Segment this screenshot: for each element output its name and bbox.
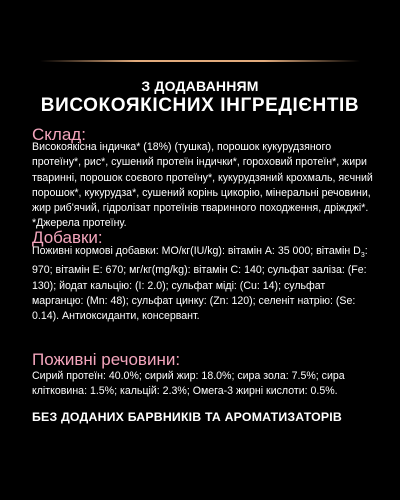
additives-text-part-2: : 970; вітамін Е: 670; мг/кг(mg/kg): вітамін С: 140; сульфат заліза: (Fe: 130); йодат кальцію: (I: 2.0); сульфат міді: (Cu: 14); сульфат марганцю: (Mn: 48); сульфат цинку: (Zn: 120); селеніт натрію: (Se: 0.14). Антиоксиданти, консервант. [32,245,368,323]
additives-text [32,244,376,325]
additives-body [32,244,376,325]
footer-note: БЕЗ ДОДАНИХ БАРВНИКІВ ТА АРОМАТИЗАТОРІВ [32,410,342,424]
nutrients-text: Сирий протеїн: 40.0%; сирий жир: 18.0%; сира зола: 7.5%; сира клітковина: 1.5%; кальцій: 2.3%; Омега-3 жирні кислоти: 0.5%. [32,370,345,398]
composition-body [32,140,376,232]
composition-title: Склад: [32,125,86,144]
headline-line-2: ВИСОКОЯКІСНИХ ІНГРЕДІЄНТІВ [40,95,360,116]
additives-text-part-1: Поживні кормові добавки: МО/кг(IU/kg): вітамін А: 35 000; вітамін D [32,245,361,257]
nutrients-body [32,369,376,400]
composition-text: Високоякісна індичка* (18%) (тушка), порошок кукурудзяного протеїну*, рис*, сушений протеїн індички*, гороховий протеїн*, жири тваринні, порошок соєвого протеїну*, кукурудзяний крохмаль, яєчний порошок*, кукурудза*, сушений корінь цикорію, мінеральні речовини, жир риб'ячий, гідролізат протеїнів тваринного походження, дріжджі*. [32,141,373,215]
vitamin-d-subscript: 3 [360,252,365,260]
additives-title: Добавки: [32,228,103,247]
nutrients-title: Поживні речовини: [32,350,181,369]
gold-divider-line [40,60,360,62]
headline-line-1: З ДОДАВАННЯМ [141,78,259,94]
composition-footnote: *Джерела протеїну. [32,217,127,230]
